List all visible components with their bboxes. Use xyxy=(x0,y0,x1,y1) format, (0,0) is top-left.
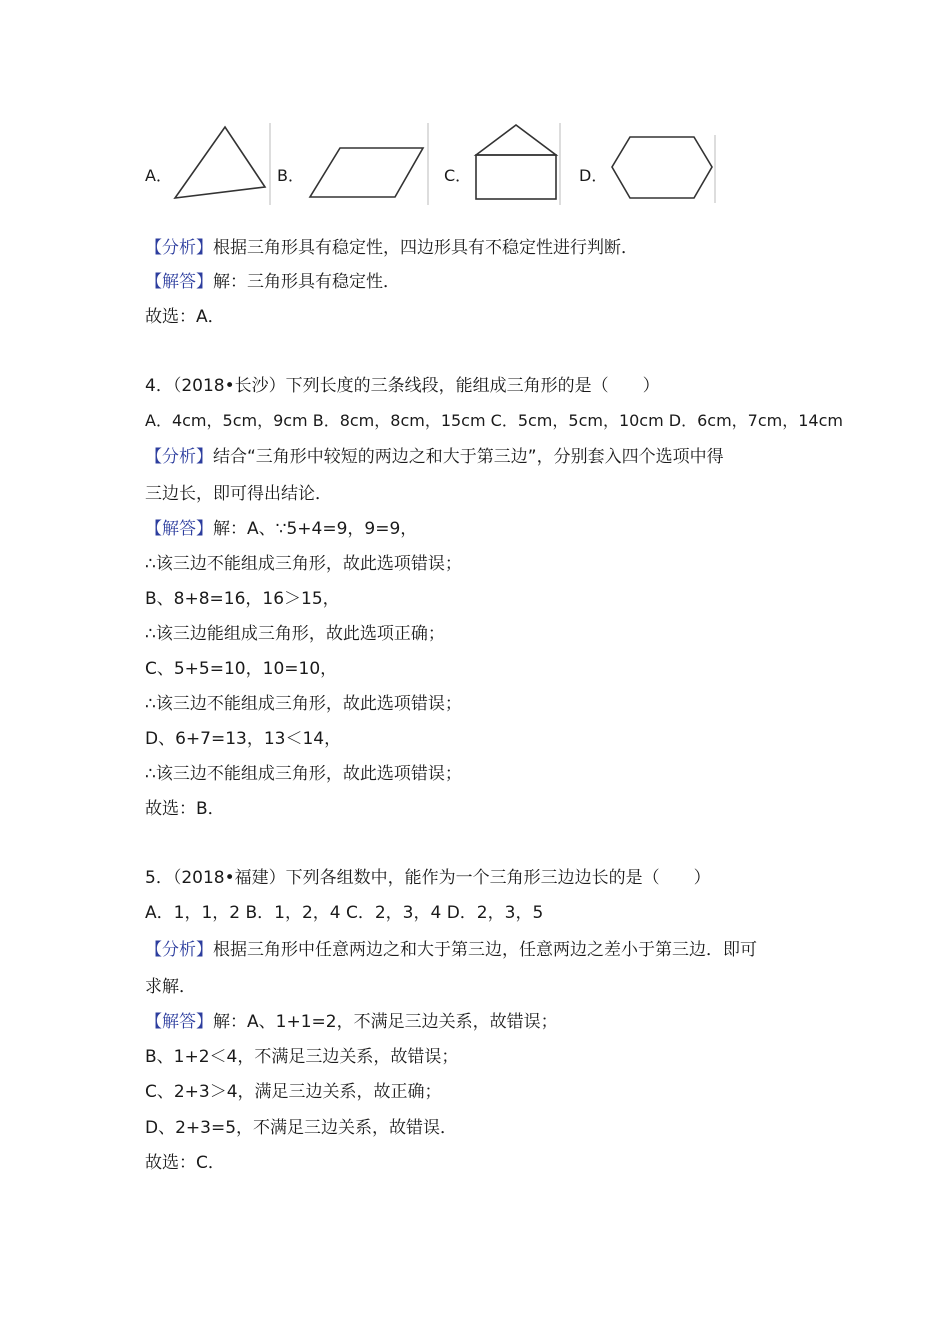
answer-text: 解：三角形具有稳定性． xyxy=(213,272,400,292)
house-roof-shape xyxy=(476,125,556,155)
q4-line: B、8+8=16，16＞15， xyxy=(145,589,340,609)
answer-tag: 【解答】 xyxy=(145,519,213,539)
q5-options: A．1，1，2 B．1，2，4 C．2，3，4 D．2，3，5 xyxy=(145,903,544,923)
analysis-tag: 【分析】 xyxy=(145,447,213,467)
q4-choice: 故选：B． xyxy=(145,799,225,819)
q5-line: C、2+3＞4，满足三边关系，故正确； xyxy=(145,1082,442,1102)
q4-line: ∴该三边能组成三角形，故此选项正确； xyxy=(145,624,445,644)
q5-analysis xyxy=(145,939,757,961)
house-body-shape xyxy=(476,155,556,199)
q5-line: D、2+3=5，不满足三边关系，故错误． xyxy=(145,1118,458,1138)
q4-options: A．4cm，5cm，9cm B．8cm，8cm，15cm C．5cm，5cm，10cm D．6cm，7cm，14cm xyxy=(145,411,843,430)
analysis-text: 根据三角形中任意两边之和大于第三边，任意两边之差小于第三边．即可 xyxy=(213,940,757,960)
figure-label-c: C． xyxy=(444,166,472,185)
q4-line: ∴该三边不能组成三角形，故此选项错误； xyxy=(145,694,462,714)
q4-analysis-cont: 三边长，即可得出结论． xyxy=(145,484,332,504)
q4-line: ∴该三边不能组成三角形，故此选项错误； xyxy=(145,554,462,574)
q4-line: C、5+5=10，10=10， xyxy=(145,659,338,679)
answer-tag: 【解答】 xyxy=(145,1012,213,1032)
q5-choice: 故选：C． xyxy=(145,1153,225,1173)
q3-answer xyxy=(145,271,400,293)
q3-choice: 故选：A． xyxy=(145,307,225,327)
analysis-tag: 【分析】 xyxy=(145,238,213,258)
q4-answer xyxy=(145,518,417,540)
q4-stem: 4．（2018•长沙）下列长度的三条线段，能组成三角形的是（ ） xyxy=(145,376,660,396)
answer-text: 解：A、1+1=2，不满足三边关系，故错误； xyxy=(213,1012,558,1032)
figure-options xyxy=(0,115,950,215)
q5-line: B、1+2＜4，不满足三边关系，故错误； xyxy=(145,1047,459,1067)
answer-text: 解：A、∵5+4=9，9=9， xyxy=(213,519,418,539)
analysis-text: 根据三角形具有稳定性，四边形具有不稳定性进行判断． xyxy=(213,238,638,258)
parallelogram-shape xyxy=(310,148,423,197)
figure-label-a: A． xyxy=(145,166,172,185)
q5-stem: 5．（2018•福建）下列各组数中，能作为一个三角形三边边长的是（ ） xyxy=(145,868,711,888)
figure-label-b: B． xyxy=(277,166,304,185)
q4-line: ∴该三边不能组成三角形，故此选项错误； xyxy=(145,764,462,784)
q4-analysis xyxy=(145,446,724,468)
q3-analysis xyxy=(145,237,638,259)
triangle-shape xyxy=(175,127,265,198)
shape-figures xyxy=(0,115,950,215)
answer-tag: 【解答】 xyxy=(145,272,213,292)
q4-line: D、6+7=13，13＜14， xyxy=(145,729,342,749)
q5-analysis-cont: 求解． xyxy=(145,977,196,997)
q5-answer xyxy=(145,1011,558,1033)
analysis-text: 结合“三角形中较短的两边之和大于第三边”，分别套入四个选项中得 xyxy=(213,447,724,467)
analysis-tag: 【分析】 xyxy=(145,940,213,960)
hexagon-shape xyxy=(612,137,712,198)
figure-label-d: D． xyxy=(579,166,608,185)
